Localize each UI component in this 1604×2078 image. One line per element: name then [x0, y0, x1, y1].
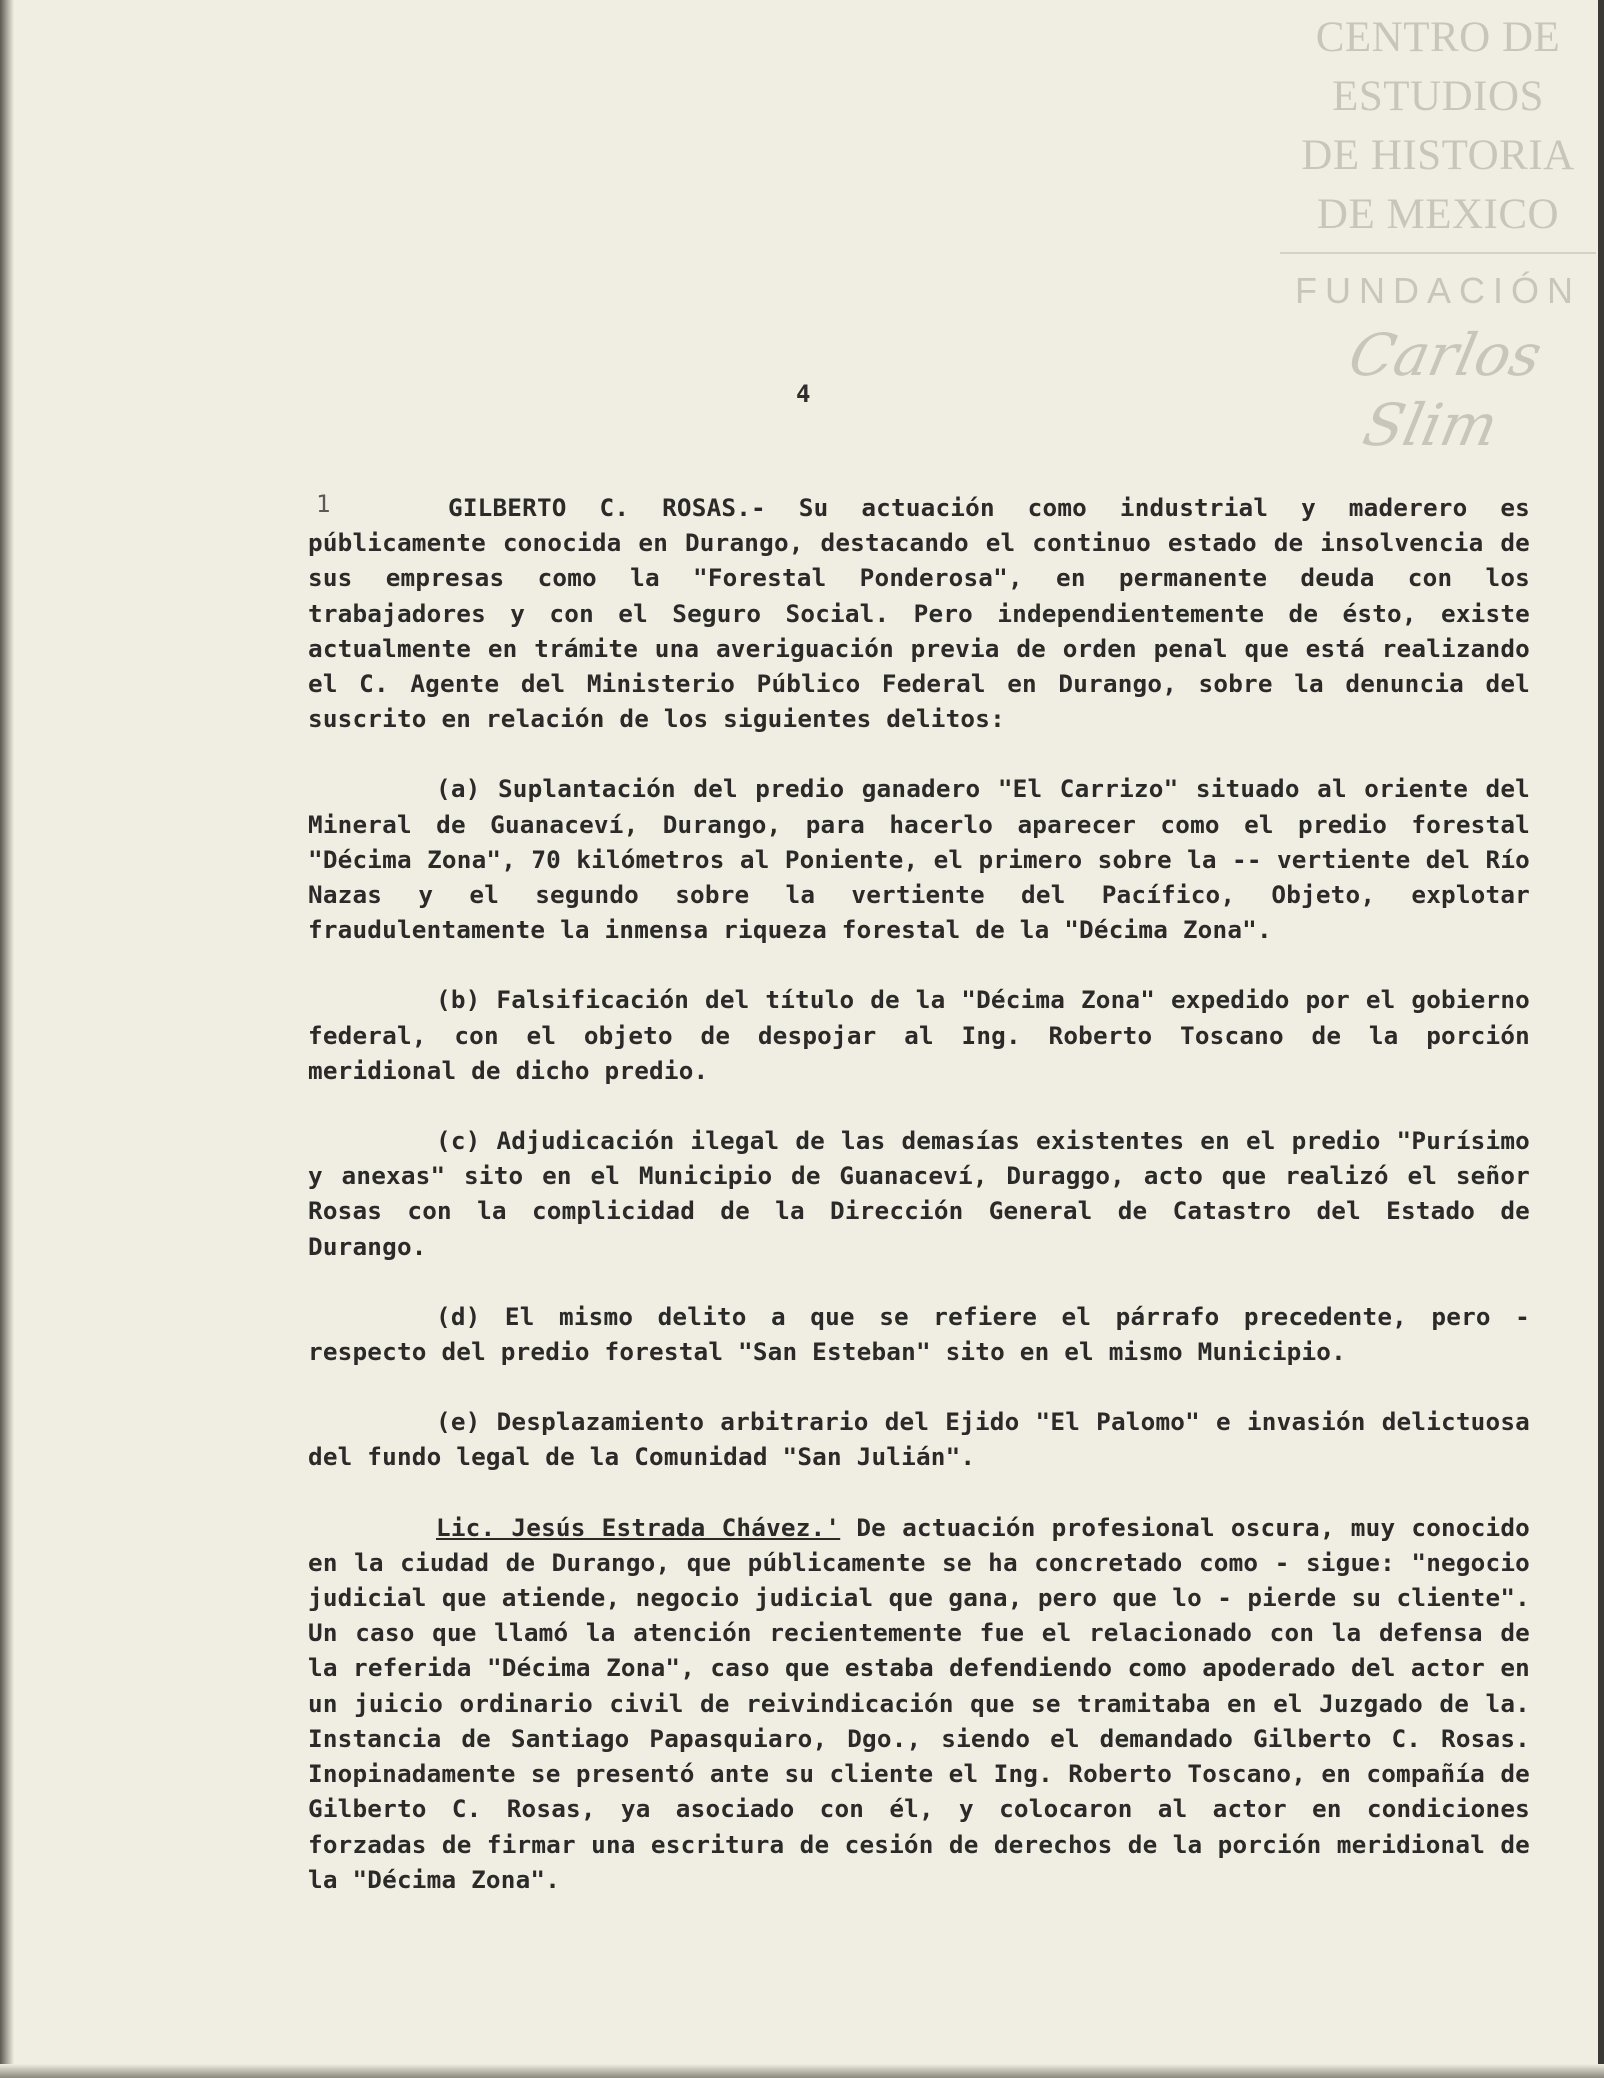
watermark-line-2: ESTUDIOS: [1332, 73, 1544, 120]
paragraph-rosas: GILBERTO C. ROSAS.- Su actuación como industrial y maderero es públicamente conocida en Durango, destacando el continuo estado de insolvencia de sus empresas como la "Forestal Ponderosa", en permanente deuda con los trabajadores y con el Seguro Social. Pero independientemente de ésto, existe actualmente en trámite una averiguación previa de orden penal que está realizando el C. Agente del Ministerio Público Federal en Durango, sobre la denuncia del suscrito en relación de los siguientes delitos:: [308, 493, 1530, 734]
watermark-divider: [1280, 252, 1596, 254]
estrada-text: De actuación profesional oscura, muy conocido en la ciudad de Durango, que públicamente se ha concretado como - sigue: "negocio judicial que atiende, negocio judicial que gana, pero que lo - pierde su cliente". Un caso que llamó la atención recientemente fue el relacionado con la defensa de la referida "Décima Zona", caso que estaba defendiendo como apoderado del actor en un juicio ordinario civil de reivindicación que se tramitaba en el Juzgado de la. Instancia de Santiago Papasquiaro, Dgo., siendo el demandado Gilberto C. Rosas. Inopinadamente se presentó ante su cliente el Ing. Roberto Toscano, en compañía de Gilberto C. Rosas, ya asociado con él, y colocaron al actor en condiciones forzadas de firmar una escritura de cesión de derechos de la porción meridional de la "Décima Zona".: [308, 1512, 1531, 1894]
paragraph-estrada: [308, 1510, 1530, 1897]
watermark-line-3: DE HISTORIA: [1301, 132, 1575, 179]
document-body: [308, 490, 1530, 1932]
watermark-line-1: CENTRO DE: [1315, 14, 1561, 61]
scan-bottom-edge: [0, 2064, 1604, 2078]
paragraph-item-e: (e) Desplazamiento arbitrario del Ejido "El Palomo" e invasión delictuosa del fundo legal de la Comunidad "San Julián".: [308, 1407, 1530, 1472]
estrada-name: Lic. Jesús Estrada Chávez.': [436, 1512, 841, 1542]
watermark-line-4: DE MEXICO: [1316, 191, 1560, 238]
margin-number: 1: [316, 490, 331, 518]
paragraph-item-d: (d) El mismo delito a que se refiere el párrafo precedente, pero - respecto del predio forestal "San Esteban" sito en el mismo Municipio.: [308, 1301, 1530, 1367]
paragraph-item-c: (c) Adjudicación ilegal de las demasías existentes en el predio "Purísimo y anexas" sito en el Municipio de Guanaceví, Duraggo, acto que realizó el señor Rosas con la complicidad de la Dirección General de Catastro del Estado de Durango.: [308, 1126, 1530, 1261]
archive-watermark: [1280, 8, 1596, 460]
watermark-fundacion: FUNDACIÓN: [1295, 270, 1581, 311]
paragraph-item-b: (b) Falsificación del título de la "Décima Zona" expedido por el gobierno federal, con el objeto de despojar al Ing. Roberto Toscano de la porción meridional de dicho predio.: [308, 985, 1530, 1085]
scan-right-edge: [1598, 0, 1604, 2078]
watermark-signature: Carlos Slim: [1343, 321, 1548, 459]
scan-left-edge: [0, 0, 14, 2078]
paragraph-item-a: (a) Suplantación del predio ganadero "El Carrizo" situado al oriente del Mineral de Guanaceví, Durango, para hacerlo aparecer como el predio forestal "Décima Zona", 70 kilómetros al Poniente, el primero sobre la -- vertiente del Río Nazas y el segundo sobre la vertiente del Pacífico, Objeto, explotar fraudulentamente la inmensa riqueza forestal de la "Décima Zona".: [308, 774, 1530, 945]
page-number: 4: [796, 380, 811, 408]
